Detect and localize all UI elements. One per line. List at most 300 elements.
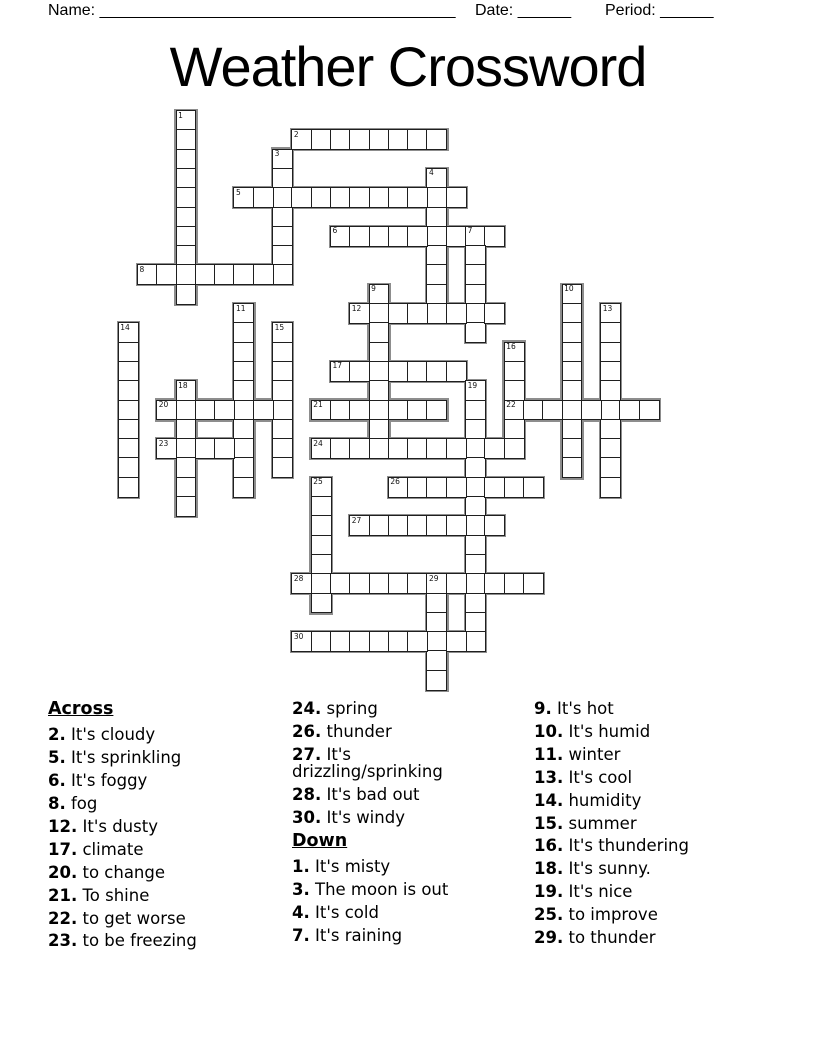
clue-number: 3. bbox=[292, 880, 310, 899]
clue-heading-across: Across bbox=[48, 699, 114, 719]
grid-cell-r18c8[interactable] bbox=[272, 457, 293, 478]
grid-cell-r13c12[interactable] bbox=[349, 361, 370, 382]
grid-cell-r19c3[interactable] bbox=[176, 477, 197, 498]
grid-cell-r18c0[interactable] bbox=[118, 457, 139, 478]
grid-cell-r27c14[interactable] bbox=[388, 631, 409, 652]
clue-number: 15. bbox=[534, 813, 564, 833]
grid-cell-r4c15[interactable] bbox=[407, 187, 428, 208]
grid-cell-r13c25[interactable] bbox=[600, 361, 621, 382]
grid-cell-r10c18[interactable] bbox=[465, 303, 486, 324]
grid-cell-r9c16[interactable] bbox=[426, 284, 447, 305]
grid-cell-r1c15[interactable] bbox=[407, 129, 428, 150]
grid-cell-r24c16[interactable] bbox=[426, 573, 447, 594]
grid-cell-r17c23[interactable] bbox=[562, 438, 583, 459]
grid-cell-r6c11[interactable] bbox=[330, 226, 351, 247]
grid-cell-r8c4[interactable] bbox=[195, 264, 216, 285]
grid-cell-r17c2[interactable] bbox=[156, 438, 177, 459]
grid-cell-r6c19[interactable] bbox=[484, 226, 505, 247]
cell-number: 13 bbox=[602, 303, 613, 313]
cell-number: 29 bbox=[428, 573, 439, 583]
grid-cell-r27c12[interactable] bbox=[349, 631, 370, 652]
grid-cell-r14c3[interactable] bbox=[176, 380, 197, 401]
grid-cell-r20c3[interactable] bbox=[176, 496, 197, 517]
grid-cell-r15c7[interactable] bbox=[253, 400, 274, 421]
grid-cell-r24c9[interactable] bbox=[291, 573, 312, 594]
grid-cell-r16c3[interactable] bbox=[176, 419, 197, 440]
grid-cell-r24c11[interactable] bbox=[330, 573, 351, 594]
grid-cell-r12c0[interactable] bbox=[118, 342, 139, 363]
grid-cell-r4c13[interactable] bbox=[369, 187, 390, 208]
grid-cell-r17c15[interactable] bbox=[407, 438, 428, 459]
grid-cell-r6c3[interactable] bbox=[176, 226, 197, 247]
grid-cell-r8c7[interactable] bbox=[253, 264, 274, 285]
grid-cell-r27c18[interactable] bbox=[465, 631, 486, 652]
grid-cell-r21c15[interactable] bbox=[407, 515, 428, 536]
cell-number: 1 bbox=[178, 110, 183, 120]
clue-item-10: 10. It's humid bbox=[534, 721, 651, 741]
grid-cell-r11c0[interactable] bbox=[118, 322, 139, 343]
grid-cell-r1c10[interactable] bbox=[311, 129, 332, 150]
grid-cell-r24c17[interactable] bbox=[446, 573, 467, 594]
cell-number: 15 bbox=[274, 322, 285, 332]
cell-number: 5 bbox=[235, 187, 241, 197]
clue-item-25: 25. to improve bbox=[534, 905, 658, 925]
grid-cell-r2c8[interactable] bbox=[272, 149, 293, 170]
grid-cell-r9c23[interactable] bbox=[562, 284, 583, 305]
grid-cell-r6c12[interactable] bbox=[349, 226, 370, 247]
grid-cell-r9c13[interactable] bbox=[369, 284, 390, 305]
grid-cell-r15c23[interactable] bbox=[562, 400, 583, 421]
grid-cell-r17c0[interactable] bbox=[118, 438, 139, 459]
grid-cell-r18c3[interactable] bbox=[176, 457, 197, 478]
grid-cell-r15c25[interactable] bbox=[600, 400, 621, 421]
grid-cell-r12c25[interactable] bbox=[600, 342, 621, 363]
grid-cell-r14c23[interactable] bbox=[562, 380, 583, 401]
clue-item-15: 15. summer bbox=[534, 813, 637, 833]
grid-cell-r15c8[interactable] bbox=[272, 400, 293, 421]
grid-cell-r24c18[interactable] bbox=[465, 573, 486, 594]
clue-number: 9. bbox=[534, 699, 552, 718]
grid-cell-r18c6[interactable] bbox=[233, 457, 254, 478]
grid-cell-r16c0[interactable] bbox=[118, 419, 139, 440]
clue-number: 18. bbox=[534, 859, 564, 879]
grid-cell-r24c21[interactable] bbox=[523, 573, 544, 594]
period-blank-line[interactable]: ______ bbox=[660, 2, 714, 19]
grid-cell-r19c14[interactable] bbox=[388, 477, 409, 498]
grid-cell-r17c10[interactable] bbox=[311, 438, 332, 459]
grid-cell-r13c23[interactable] bbox=[562, 361, 583, 382]
grid-cell-r14c6[interactable] bbox=[233, 380, 254, 401]
grid-cell-r11c18[interactable] bbox=[465, 322, 486, 343]
grid-cell-r1c11[interactable] bbox=[330, 129, 351, 150]
date-field bbox=[475, 2, 571, 20]
grid-cell-r12c23[interactable] bbox=[562, 342, 583, 363]
grid-cell-r15c15[interactable] bbox=[407, 400, 428, 421]
grid-cell-r14c0[interactable] bbox=[118, 380, 139, 401]
grid-cell-r0c3[interactable] bbox=[176, 110, 197, 131]
cell-number: 18 bbox=[178, 380, 188, 390]
grid-cell-r8c8[interactable] bbox=[272, 264, 293, 285]
grid-cell-r24c19[interactable] bbox=[484, 573, 505, 594]
grid-cell-r18c23[interactable] bbox=[562, 457, 583, 478]
grid-cell-r6c14[interactable] bbox=[388, 226, 409, 247]
cell-number: 19 bbox=[467, 380, 478, 390]
clue-number: 24. bbox=[292, 699, 322, 718]
clue-item-21: 21. To shine bbox=[48, 885, 150, 905]
grid-cell-r17c16[interactable] bbox=[426, 438, 447, 459]
grid-cell-r16c20[interactable] bbox=[504, 419, 525, 440]
grid-cell-r10c15[interactable] bbox=[407, 303, 428, 324]
cell-number: 27 bbox=[351, 515, 362, 525]
clue-item-13: 13. It's cool bbox=[534, 767, 633, 787]
grid-cell-r19c0[interactable] bbox=[118, 477, 139, 498]
grid-cell-r16c13[interactable] bbox=[369, 419, 390, 440]
grid-cell-r6c17[interactable] bbox=[446, 226, 467, 247]
clue-number: 25. bbox=[534, 905, 564, 925]
grid-cell-r15c0[interactable] bbox=[118, 400, 139, 421]
grid-cell-r21c17[interactable] bbox=[446, 515, 467, 536]
clue-item-2: 2. It's cloudy bbox=[48, 725, 156, 745]
grid-cell-r27c17[interactable] bbox=[446, 631, 467, 652]
grid-cell-r10c12[interactable] bbox=[349, 303, 370, 324]
grid-cell-r6c18[interactable] bbox=[465, 226, 486, 247]
cell-number: 17 bbox=[332, 361, 343, 371]
grid-cell-r15c16[interactable] bbox=[426, 400, 447, 421]
grid-cell-r13c0[interactable] bbox=[118, 361, 139, 382]
clue-item-28: 28. It's bad out bbox=[292, 785, 420, 805]
grid-cell-r10c25[interactable] bbox=[600, 303, 621, 324]
cell-number: 23 bbox=[158, 438, 169, 448]
grid-cell-r25c18[interactable] bbox=[465, 593, 486, 614]
grid-cell-r19c21[interactable] bbox=[523, 477, 544, 498]
grid-cell-r13c20[interactable] bbox=[504, 361, 525, 382]
clue-number: 21. bbox=[48, 885, 78, 905]
grid-cell-r4c3[interactable] bbox=[176, 187, 197, 208]
grid-cell-r20c18[interactable] bbox=[465, 496, 486, 517]
grid-cell-r8c16[interactable] bbox=[426, 264, 447, 285]
cell-number: 14 bbox=[120, 322, 130, 332]
grid-cell-r11c8[interactable] bbox=[272, 322, 293, 343]
grid-cell-r15c13[interactable] bbox=[369, 400, 390, 421]
date-blank-line[interactable]: ______ bbox=[517, 2, 572, 19]
clue-item-17: 17. climate bbox=[48, 839, 144, 859]
grid-cell-r21c14[interactable] bbox=[388, 515, 409, 536]
grid-cell-r27c16[interactable] bbox=[426, 631, 447, 652]
grid-cell-r15c20[interactable] bbox=[504, 400, 525, 421]
grid-cell-r19c20[interactable] bbox=[504, 477, 525, 498]
grid-cell-r23c18[interactable] bbox=[465, 554, 486, 575]
grid-cell-r1c12[interactable] bbox=[349, 129, 370, 150]
grid-cell-r4c9[interactable] bbox=[291, 187, 312, 208]
cell-number: 11 bbox=[235, 303, 246, 313]
grid-cell-r10c16[interactable] bbox=[426, 303, 447, 324]
clue-number: 29. bbox=[534, 928, 564, 948]
grid-cell-r6c8[interactable] bbox=[272, 226, 293, 247]
grid-cell-r10c14[interactable] bbox=[388, 303, 409, 324]
cell-number: 30 bbox=[293, 631, 304, 641]
grid-cell-r3c16[interactable] bbox=[426, 168, 447, 189]
grid-cell-r16c6[interactable] bbox=[233, 419, 254, 440]
crossword-grid bbox=[118, 110, 663, 692]
grid-cell-r11c23[interactable] bbox=[562, 322, 583, 343]
cell-number: 22 bbox=[506, 400, 516, 409]
grid-cell-r21c18[interactable] bbox=[465, 515, 486, 536]
grid-cell-r8c5[interactable] bbox=[214, 264, 235, 285]
grid-cell-r19c10[interactable] bbox=[311, 477, 332, 498]
cell-number: 21 bbox=[313, 400, 323, 409]
grid-cell-r27c9[interactable] bbox=[291, 631, 312, 652]
grid-cell-r1c3[interactable] bbox=[176, 129, 197, 150]
grid-cell-r12c6[interactable] bbox=[233, 342, 254, 363]
clue-number: 30. bbox=[292, 807, 322, 827]
clue-column-across bbox=[48, 700, 286, 955]
grid-cell-r24c15[interactable] bbox=[407, 573, 428, 594]
grid-cell-r17c20[interactable] bbox=[504, 438, 525, 459]
clue-item-26: 26. thunder bbox=[292, 721, 392, 741]
grid-cell-r6c13[interactable] bbox=[369, 226, 390, 247]
clue-number: 7. bbox=[292, 925, 310, 945]
grid-cell-r6c16[interactable] bbox=[426, 226, 447, 247]
grid-cell-r1c16[interactable] bbox=[426, 129, 447, 150]
grid-cell-r7c16[interactable] bbox=[426, 245, 447, 266]
grid-cell-r15c21[interactable] bbox=[523, 400, 544, 421]
grid-cell-r17c6[interactable] bbox=[233, 438, 254, 459]
grid-cell-r5c16[interactable] bbox=[426, 207, 447, 228]
grid-cell-r13c17[interactable] bbox=[446, 361, 467, 382]
cell-number: 10 bbox=[564, 284, 574, 294]
clue-number: 14. bbox=[534, 790, 564, 810]
grid-cell-r8c18[interactable] bbox=[465, 264, 486, 285]
grid-cell-r19c18[interactable] bbox=[465, 477, 486, 498]
grid-cell-r15c5[interactable] bbox=[214, 400, 235, 421]
grid-cell-r13c16[interactable] bbox=[426, 361, 447, 382]
grid-cell-r17c4[interactable] bbox=[195, 438, 216, 459]
grid-cell-r10c13[interactable] bbox=[369, 303, 390, 324]
grid-cell-r18c25[interactable] bbox=[600, 457, 621, 478]
grid-cell-r21c13[interactable] bbox=[369, 515, 390, 536]
grid-cell-r15c10[interactable] bbox=[311, 400, 332, 421]
grid-cell-r16c18[interactable] bbox=[465, 419, 486, 440]
period-label: Period: bbox=[605, 2, 656, 19]
grid-cell-r15c22[interactable] bbox=[542, 400, 563, 421]
grid-cell-r27c15[interactable] bbox=[407, 631, 428, 652]
grid-cell-r25c10[interactable] bbox=[311, 593, 332, 614]
grid-cell-r17c25[interactable] bbox=[600, 438, 621, 459]
grid-cell-r15c27[interactable] bbox=[639, 400, 660, 421]
grid-cell-r15c12[interactable] bbox=[349, 400, 370, 421]
grid-cell-r17c14[interactable] bbox=[388, 438, 409, 459]
grid-cell-r4c16[interactable] bbox=[426, 187, 447, 208]
grid-cell-r14c13[interactable] bbox=[369, 380, 390, 401]
grid-cell-r17c19[interactable] bbox=[484, 438, 505, 459]
grid-cell-r15c6[interactable] bbox=[233, 400, 254, 421]
grid-cell-r15c3[interactable] bbox=[176, 400, 197, 421]
grid-cell-r4c14[interactable] bbox=[388, 187, 409, 208]
grid-cell-r3c3[interactable] bbox=[176, 168, 197, 189]
grid-cell-r15c2[interactable] bbox=[156, 400, 177, 421]
cell-number: 2 bbox=[293, 129, 299, 139]
grid-cell-r17c18[interactable] bbox=[465, 438, 486, 459]
grid-cell-r19c6[interactable] bbox=[233, 477, 254, 498]
grid-cell-r8c6[interactable] bbox=[233, 264, 254, 285]
grid-cell-r17c17[interactable] bbox=[446, 438, 467, 459]
grid-cell-r26c16[interactable] bbox=[426, 612, 447, 633]
grid-cell-r19c17[interactable] bbox=[446, 477, 467, 498]
clue-item-7: 7. It's raining bbox=[292, 925, 403, 945]
grid-cell-r18c18[interactable] bbox=[465, 457, 486, 478]
grid-cell-r21c16[interactable] bbox=[426, 515, 447, 536]
clue-number: 28. bbox=[292, 785, 322, 805]
grid-cell-r11c13[interactable] bbox=[369, 322, 390, 343]
date-label: Date: bbox=[475, 2, 514, 19]
grid-cell-r25c16[interactable] bbox=[426, 593, 447, 614]
grid-cell-r13c11[interactable] bbox=[330, 361, 351, 382]
clue-number: 8. bbox=[48, 793, 66, 813]
clue-number: 22. bbox=[48, 908, 78, 928]
grid-cell-r21c12[interactable] bbox=[349, 515, 370, 536]
grid-cell-r15c14[interactable] bbox=[388, 400, 409, 421]
grid-cell-r21c19[interactable] bbox=[484, 515, 505, 536]
clue-number: 23. bbox=[48, 931, 78, 951]
grid-cell-r8c3[interactable] bbox=[176, 264, 197, 285]
grid-cell-r14c8[interactable] bbox=[272, 380, 293, 401]
cell-number: 26 bbox=[390, 477, 400, 487]
grid-cell-r4c8[interactable] bbox=[272, 187, 293, 208]
grid-cell-r10c23[interactable] bbox=[562, 303, 583, 324]
clue-number: 6. bbox=[48, 771, 66, 791]
grid-cell-r15c26[interactable] bbox=[619, 400, 640, 421]
grid-cell-r13c8[interactable] bbox=[272, 361, 293, 382]
clue-number: 16. bbox=[534, 836, 564, 856]
grid-cell-r26c18[interactable] bbox=[465, 612, 486, 633]
grid-cell-r15c11[interactable] bbox=[330, 400, 351, 421]
grid-cell-r4c11[interactable] bbox=[330, 187, 351, 208]
grid-cell-r22c18[interactable] bbox=[465, 535, 486, 556]
grid-cell-r17c11[interactable] bbox=[330, 438, 351, 459]
grid-cell-r19c16[interactable] bbox=[426, 477, 447, 498]
clue-item-23: 23. to be freezing bbox=[48, 931, 197, 951]
grid-cell-r8c1[interactable] bbox=[137, 264, 158, 285]
grid-cell-r23c10[interactable] bbox=[311, 554, 332, 575]
grid-cell-r10c17[interactable] bbox=[446, 303, 467, 324]
clue-number: 20. bbox=[48, 862, 78, 882]
name-blank-line[interactable]: ________________________________________ bbox=[99, 2, 456, 19]
grid-cell-r24c20[interactable] bbox=[504, 573, 525, 594]
grid-cell-r27c10[interactable] bbox=[311, 631, 332, 652]
name-field bbox=[48, 2, 456, 20]
grid-cell-r29c16[interactable] bbox=[426, 670, 447, 691]
clue-item-27: 27. It's drizzling/sprinking bbox=[292, 744, 443, 782]
grid-cell-r16c23[interactable] bbox=[562, 419, 583, 440]
grid-cell-r24c12[interactable] bbox=[349, 573, 370, 594]
grid-cell-r7c18[interactable] bbox=[465, 245, 486, 266]
grid-cell-r14c20[interactable] bbox=[504, 380, 525, 401]
clue-number: 17. bbox=[48, 839, 78, 859]
grid-cell-r14c25[interactable] bbox=[600, 380, 621, 401]
grid-cell-r17c5[interactable] bbox=[214, 438, 235, 459]
grid-cell-r13c14[interactable] bbox=[388, 361, 409, 382]
grid-cell-r2c3[interactable] bbox=[176, 149, 197, 170]
cell-number: 3 bbox=[274, 149, 280, 159]
grid-cell-r9c18[interactable] bbox=[465, 284, 486, 305]
grid-cell-r17c12[interactable] bbox=[349, 438, 370, 459]
grid-cell-r24c14[interactable] bbox=[388, 573, 409, 594]
grid-cell-r17c3[interactable] bbox=[176, 438, 197, 459]
grid-cell-r15c24[interactable] bbox=[581, 400, 602, 421]
clue-item-9: 9. It's hot bbox=[534, 699, 614, 718]
page-title: Weather Crossword bbox=[169, 35, 647, 98]
grid-cell-r13c15[interactable] bbox=[407, 361, 428, 382]
clue-number: 1. bbox=[292, 857, 310, 877]
grid-cell-r13c13[interactable] bbox=[369, 361, 390, 382]
grid-cell-r16c25[interactable] bbox=[600, 419, 621, 440]
grid-cell-r19c15[interactable] bbox=[407, 477, 428, 498]
grid-cell-r4c17[interactable] bbox=[446, 187, 467, 208]
grid-cell-r19c19[interactable] bbox=[484, 477, 505, 498]
grid-cell-r9c3[interactable] bbox=[176, 284, 197, 305]
grid-cell-r12c20[interactable] bbox=[504, 342, 525, 363]
grid-cell-r14c18[interactable] bbox=[465, 380, 486, 401]
clue-item-1: 1. It's misty bbox=[292, 857, 391, 877]
grid-cell-r22c10[interactable] bbox=[311, 535, 332, 556]
grid-cell-r5c8[interactable] bbox=[272, 207, 293, 228]
grid-cell-r15c18[interactable] bbox=[465, 400, 486, 421]
grid-cell-r1c14[interactable] bbox=[388, 129, 409, 150]
clue-item-8: 8. fog bbox=[48, 793, 98, 813]
grid-cell-r10c6[interactable] bbox=[233, 303, 254, 324]
grid-cell-r7c8[interactable] bbox=[272, 245, 293, 266]
cell-number: 4 bbox=[428, 168, 434, 178]
grid-cell-r17c8[interactable] bbox=[272, 438, 293, 459]
grid-cell-r24c10[interactable] bbox=[311, 573, 332, 594]
clue-item-20: 20. to change bbox=[48, 862, 166, 882]
grid-cell-r20c10[interactable] bbox=[311, 496, 332, 517]
grid-cell-r12c13[interactable] bbox=[369, 342, 390, 363]
grid-cell-r3c8[interactable] bbox=[272, 168, 293, 189]
clue-number: 26. bbox=[292, 721, 322, 741]
grid-cell-r17c13[interactable] bbox=[369, 438, 390, 459]
grid-cell-r4c12[interactable] bbox=[349, 187, 370, 208]
grid-cell-r7c3[interactable] bbox=[176, 245, 197, 266]
grid-cell-r10c19[interactable] bbox=[484, 303, 505, 324]
cell-number: 24 bbox=[313, 438, 323, 448]
grid-cell-r4c6[interactable] bbox=[233, 187, 254, 208]
grid-cell-r27c11[interactable] bbox=[330, 631, 351, 652]
grid-cell-r28c16[interactable] bbox=[426, 650, 447, 671]
grid-cell-r11c6[interactable] bbox=[233, 322, 254, 343]
grid-cell-r13c6[interactable] bbox=[233, 361, 254, 382]
grid-cell-r4c10[interactable] bbox=[311, 187, 332, 208]
grid-cell-r1c13[interactable] bbox=[369, 129, 390, 150]
grid-cell-r4c7[interactable] bbox=[253, 187, 274, 208]
grid-cell-r1c9[interactable] bbox=[291, 129, 312, 150]
grid-cell-r8c2[interactable] bbox=[156, 264, 177, 285]
grid-cell-r19c25[interactable] bbox=[600, 477, 621, 498]
grid-cell-r5c3[interactable] bbox=[176, 207, 197, 228]
grid-cell-r21c10[interactable] bbox=[311, 515, 332, 536]
grid-cell-r11c25[interactable] bbox=[600, 322, 621, 343]
grid-cell-r16c8[interactable] bbox=[272, 419, 293, 440]
period-field bbox=[605, 2, 714, 20]
clue-item-24: 24. spring bbox=[292, 699, 378, 718]
grid-cell-r12c8[interactable] bbox=[272, 342, 293, 363]
grid-cell-r6c15[interactable] bbox=[407, 226, 428, 247]
grid-cell-r27c13[interactable] bbox=[369, 631, 390, 652]
cell-number: 8 bbox=[139, 264, 145, 274]
grid-cell-r15c4[interactable] bbox=[195, 400, 216, 421]
clue-item-12: 12. It's dusty bbox=[48, 816, 158, 836]
grid-cell-r24c13[interactable] bbox=[369, 573, 390, 594]
